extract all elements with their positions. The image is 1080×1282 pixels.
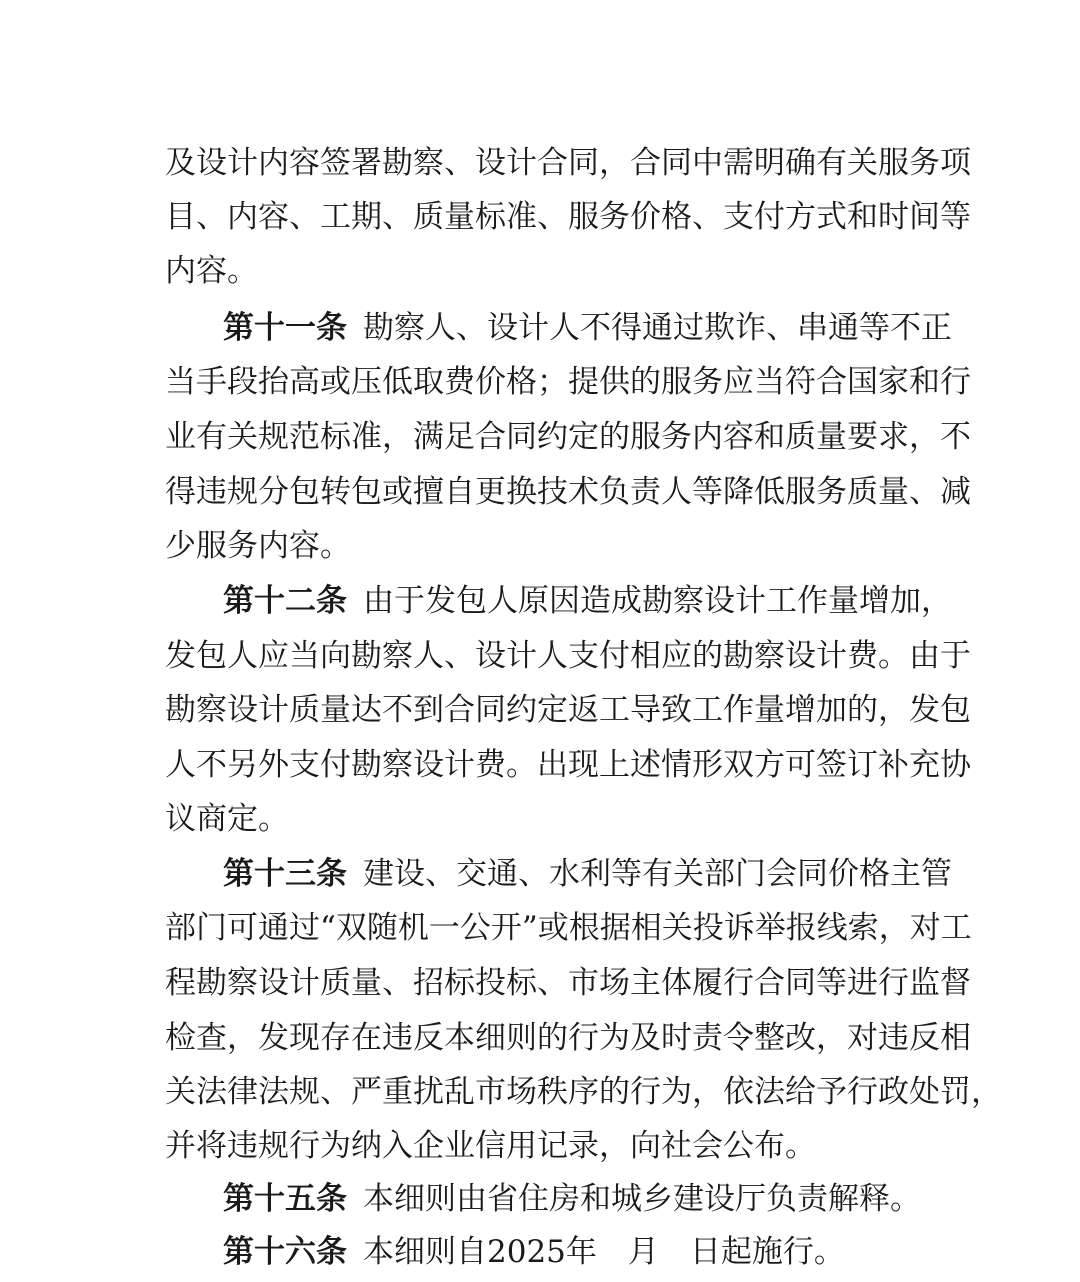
paragraph-line: 人不另外支付勘察设计费。出现上述情形双方可签订补充协 [165, 747, 971, 783]
article-heading: 第十六条 [223, 1234, 347, 1270]
article-text: 勘察人、设计人不得通过欺诈、串通等不正 [363, 310, 952, 346]
paragraph-line: 当手段抬高或压低取费价格；提供的服务应当符合国家和行 [165, 364, 971, 400]
paragraph-line: 检查，发现存在违反本细则的行为及时责令整改，对违反相 [165, 1020, 971, 1056]
article-first-line [223, 574, 952, 628]
article-heading: 第十三条 [223, 856, 347, 892]
article-first-line [223, 1225, 915, 1279]
paragraph-line: 议商定。 [165, 801, 289, 837]
paragraph-line: 程勘察设计质量、招标投标、市场主体履行合同等进行监督 [165, 965, 971, 1001]
paragraph-line: 少服务内容。 [165, 528, 351, 564]
paragraph-line: 并将违规行为纳入企业信用记录，向社会公布。 [165, 1128, 816, 1164]
article-first-line [223, 1172, 921, 1226]
article-text: 建设、交通、水利等有关部门会同价格主管 [363, 856, 952, 892]
article-text: 本细则由省住房和城乡建设厅负责解释。 [363, 1181, 921, 1217]
paragraph-line: 关法律法规、严重扰乱市场秩序的行为，依法给予行政处罚， [165, 1074, 1002, 1110]
article-first-line [223, 847, 952, 901]
paragraph-line: 目、内容、工期、质量标准、服务价格、支付方式和时间等 [165, 199, 971, 235]
paragraph-line: 发包人应当向勘察人、设计人支付相应的勘察设计费。由于 [165, 638, 971, 674]
article-heading: 第十二条 [223, 583, 347, 619]
paragraph-line: 业有关规范标准，满足合同约定的服务内容和质量要求，不 [165, 419, 971, 455]
paragraph-line: 勘察设计质量达不到合同约定返工导致工作量增加的，发包 [165, 692, 971, 728]
paragraph-line: 得违规分包转包或擅自更换技术负责人等降低服务质量、减 [165, 474, 971, 510]
paragraph-line: 内容。 [165, 253, 258, 289]
paragraph-line: 部门可通过“双随机一公开”或根据相关投诉举报线索，对工 [165, 910, 972, 946]
article-text: 由于发包人原因造成勘察设计工作量增加， [363, 583, 952, 619]
article-text: 本细则自2025年 月 日起施行。 [363, 1234, 845, 1270]
paragraph-line: 及设计内容签署勘察、设计合同，合同中需明确有关服务项 [165, 145, 971, 181]
article-heading: 第十五条 [223, 1181, 347, 1217]
article-heading: 第十一条 [223, 310, 347, 346]
article-first-line [223, 301, 952, 355]
